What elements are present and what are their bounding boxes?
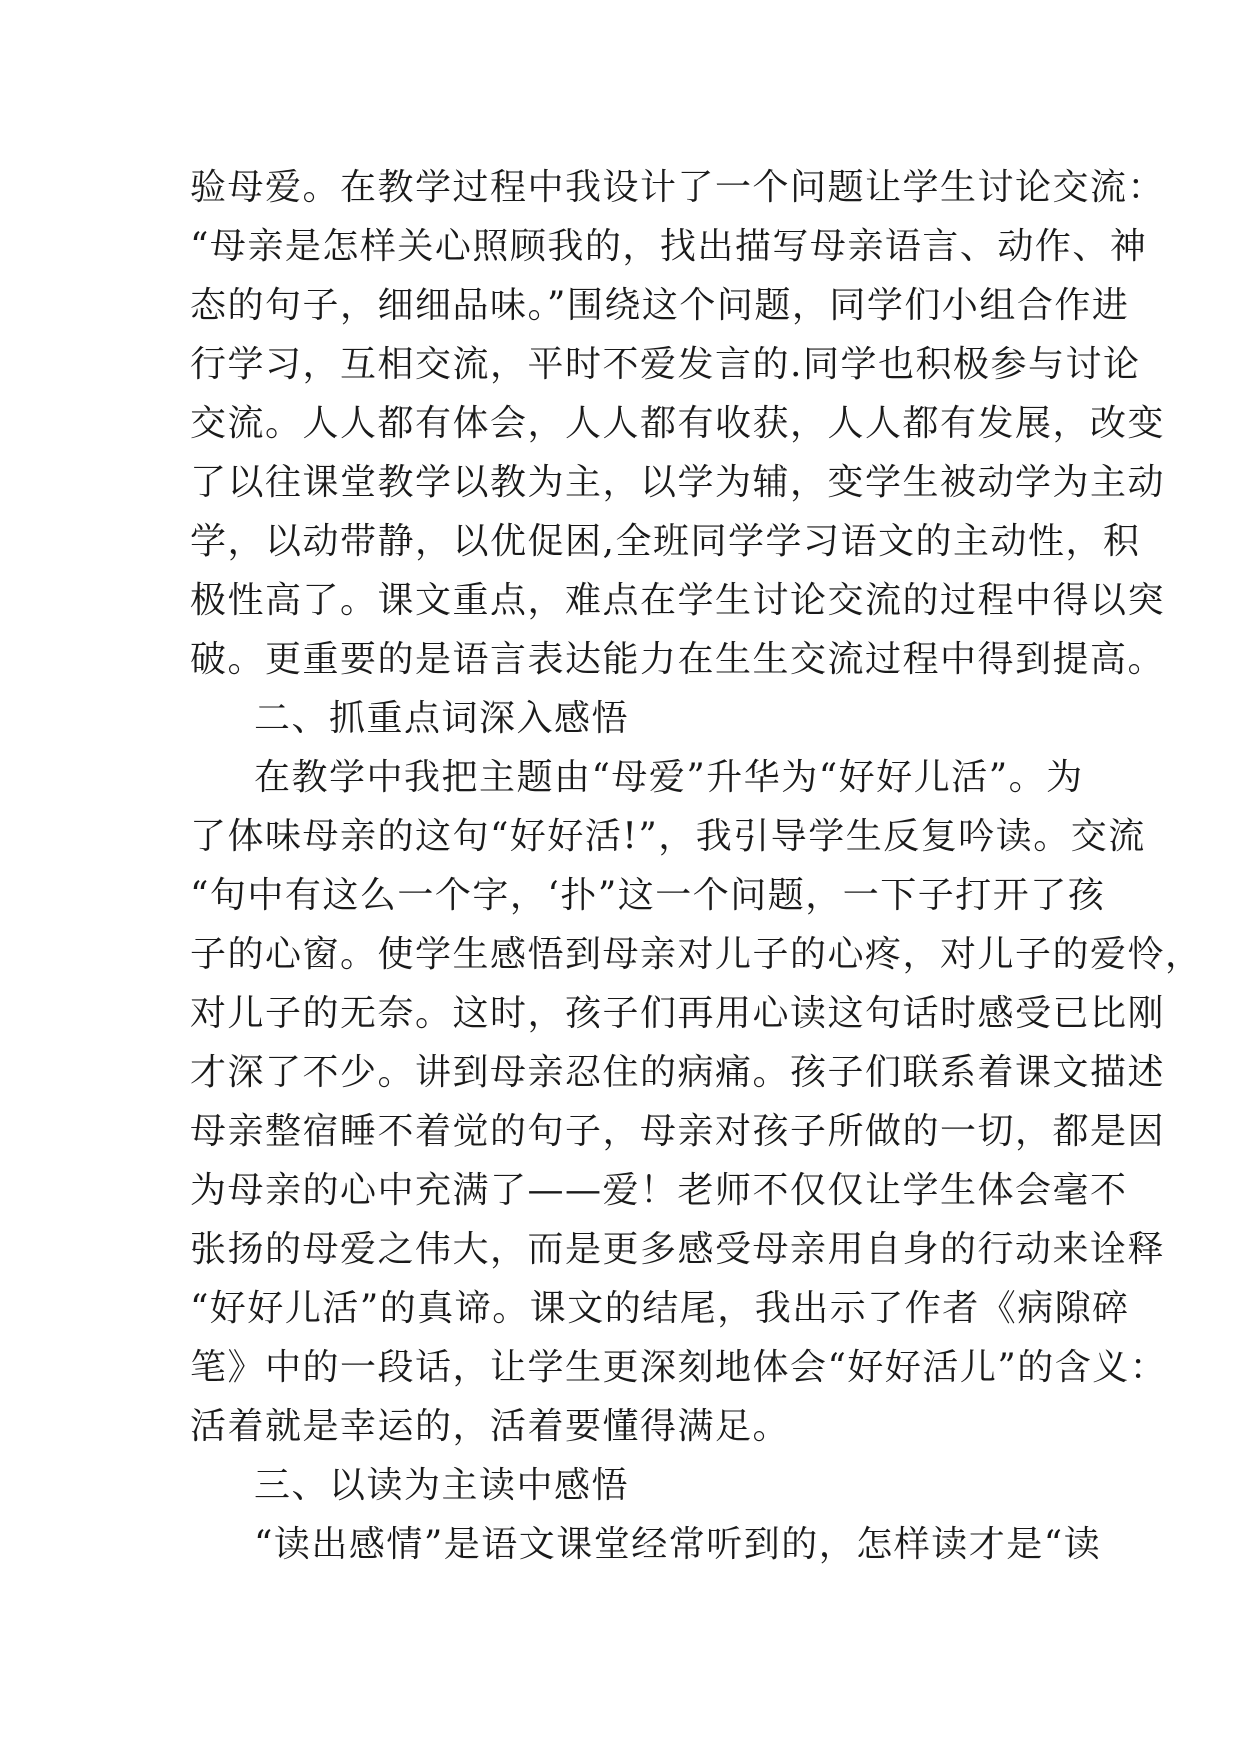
text-line: 才深了不少。讲到母亲忍住的病痛。孩子们联系着课文描述 xyxy=(190,1052,1166,1093)
text-line: “好好儿活”的真谛。课文的结尾，我出示了作者《病隙碎 xyxy=(190,1288,1130,1329)
text-line: 行学习，互相交流，平时不爱发言的.同学也积极参与讨论 xyxy=(190,344,1141,385)
text-line: 了体味母亲的这句“好好活!”，我引导学生反复吟读。交流 xyxy=(190,816,1146,857)
text-line: 母亲整宿睡不着觉的句子，母亲对孩子所做的一切，都是因 xyxy=(190,1111,1166,1152)
text-line: 张扬的母爱之伟大，而是更多感受母亲用自身的行动来诠释 xyxy=(190,1229,1166,1270)
text-line: 交流。人人都有体会，人人都有收获，人人都有发展，改变 xyxy=(190,403,1166,444)
document-body xyxy=(190,158,1203,1574)
section-heading: 二、抓重点词深入感悟 xyxy=(254,698,630,739)
text-line: “句中有这么一个字，‘扑”这一个问题，一下子打开了孩 xyxy=(190,875,1106,916)
text-line: “母亲是怎样关心照顾我的，找出描写母亲语言、动作、神 xyxy=(190,226,1148,267)
text-line: 笔》中的一段话，让学生更深刻地体会“好好活儿”的含义： xyxy=(190,1347,1168,1388)
text-line: 态的句子，细细品味。”围绕这个问题，同学们小组合作进 xyxy=(190,285,1130,326)
section-heading: 三、以读为主读中感悟 xyxy=(254,1465,630,1506)
paragraph-first-line: 在教学中我把主题由“母爱”升华为“好好儿活”。为 xyxy=(254,757,1084,798)
text-line: 了以往课堂教学以教为主，以学为辅，变学生被动学为主动 xyxy=(190,462,1166,503)
text-line: 对儿子的无奈。这时，孩子们再用心读这句话时感受已比刚 xyxy=(190,993,1166,1034)
paragraph-first-line: “读出感情”是语文课堂经常听到的，怎样读才是“读 xyxy=(254,1524,1102,1565)
text-line: 验母爱。在教学过程中我设计了一个问题让学生讨论交流： xyxy=(190,167,1166,208)
text-line: 活着就是幸运的，活着要懂得满足。 xyxy=(190,1406,791,1447)
text-line: 学，以动带静，以优促困,全班同学学习语文的主动性，积 xyxy=(190,521,1141,562)
text-line: 极性高了。课文重点，难点在学生讨论交流的过程中得以突 xyxy=(190,580,1166,621)
text-line: 为母亲的心中充满了——爱！老师不仅仅让学生体会毫不 xyxy=(190,1170,1128,1211)
text-line: 破。更重要的是语言表达能力在生生交流过程中得到提高。 xyxy=(190,639,1166,680)
text-line: 子的心窗。使学生感悟到母亲对儿子的心疼，对儿子的爱怜， xyxy=(190,934,1203,975)
